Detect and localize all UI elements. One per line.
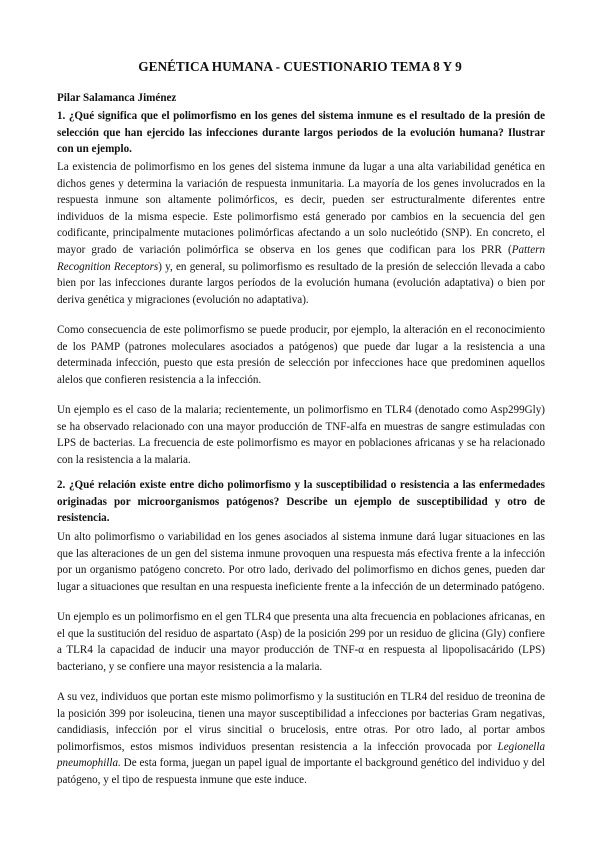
answer-2-paragraph-3 [57, 689, 545, 789]
answer-1-paragraph-2: Como consecuencia de este polimorfismo se puede producir, por ejemplo, la alteración en el reconocimiento de los PAMP (patrones moleculares asociados a patógenos) que puede dar lugar a la resistencia a una determinada infección, puesto que esta presión de selección por infecciones hace que predominen aquellos alelos que confieren resistencia a la infección. [57, 324, 545, 386]
document-title: GENÉTICA HUMANA - CUESTIONARIO TEMA 8 Y 9 [138, 59, 462, 74]
answer-1-paragraph-1 [57, 159, 545, 308]
text: A su vez, individuos que portan este mismo polimorfismo y la sustitución en TLR4 del residuo de treonina de la posición 399 por isoleucina, tienen una mayor susceptibilidad a infecciones por bacterias Gram negativas, candidiasis, infección por el virus sincitial o brucelosis, entre otras. Por otro lado, al portar ambos polimorfismos, estos mismos individuos presentan resistencia a la infección provocada por [57, 691, 545, 753]
answer-1-paragraph-3: Un ejemplo es el caso de la malaria; recientemente, un polimorfismo en TLR4 (denotado como Asp299Gly) se ha observado relacionado con una mayor producción de TNF-alfa en muestras de sangre estimuladas con LPS de bacterias. La frecuencia de este polimorfismo es mayor en poblaciones africanas y se ha relacionado con la resistencia a la malaria. [57, 404, 545, 466]
author-name: Pilar Salamanca Jiménez [57, 92, 177, 104]
text: ) y, en general, su polimorfismo es resultado de la presión de selección llevada a cabo bien por las infecciones durante largos períodos de la evolución humana (evolución adaptativa) o bien por deriva genética y migraciones (evolución no adaptativa). [57, 260, 545, 306]
italic-term: Pattern Recognition Receptors [57, 243, 545, 273]
italic-species: Legionella pneumophilla. [57, 740, 545, 770]
question-2: 2. ¿Qué relación existe entre dicho polimorfismo y la susceptibilidad o resistencia a las enfermedades originadas por microorganismos patógenos? Describe un ejemplo de susceptibilidad y otro de resistencia. [57, 479, 545, 525]
text: La existencia de polimorfismo en los genes del sistema inmune da lugar a una alta variabilidad genética en dichos genes y determina la variación de respuesta inmunitaria. La mayoría de los genes involucrados en la respuesta inmune son altamente polimórficos, es decir, pueden ser estructuralmente diferentes entre individuos de la misma especie. Este polimorfismo está generado por cambios en la secuencia del gen codificante, principalmente mutaciones polimórficas afectando a un solo nucleótido (SNP). En concreto, el mayor grado de variación polimórfica se observa en los genes que codifican para los PRR ( [57, 161, 545, 256]
question-1: 1. ¿Qué significa que el polimorfismo en los genes del sistema inmune es el resultado de la presión de selección que han ejercido las infecciones durante largos periodos de la evolución humana? Ilustrar con un ejemplo. [57, 110, 545, 156]
text: De esta forma, juegan un papel igual de importante el background genético del individuo y del patógeno, y el tipo de respuesta inmune que este induce. [57, 757, 545, 786]
answer-2-paragraph-1: Un alto polimorfismo o variabilidad en los genes asociados al sistema inmune dará lugar situaciones en las que las alteraciones de un gen del sistema inmune provoquen una respuesta más efectiva frente a la infección por un organismo patógeno concreto. Por otro lado, derivado del polimorfismo en dichos genes, pueden dar lugar a situaciones que resultan en una respuesta ineficiente frente a la infección de un determinado patógeno. [57, 531, 545, 593]
answer-2-paragraph-2: Un ejemplo es un polimorfismo en el gen TLR4 que presenta una alta frecuencia en poblaciones africanas, en el que la sustitución del residuo de aspartato (Asp) de la posición 299 por un residuo de glicina (Gly) confiere a TLR4 la capacidad de inducir una mayor producción de TNF-α en respuesta al lipopolisacárido (LPS) bacteriano, y se confiere una mayor resistencia a la malaria. [57, 611, 545, 673]
